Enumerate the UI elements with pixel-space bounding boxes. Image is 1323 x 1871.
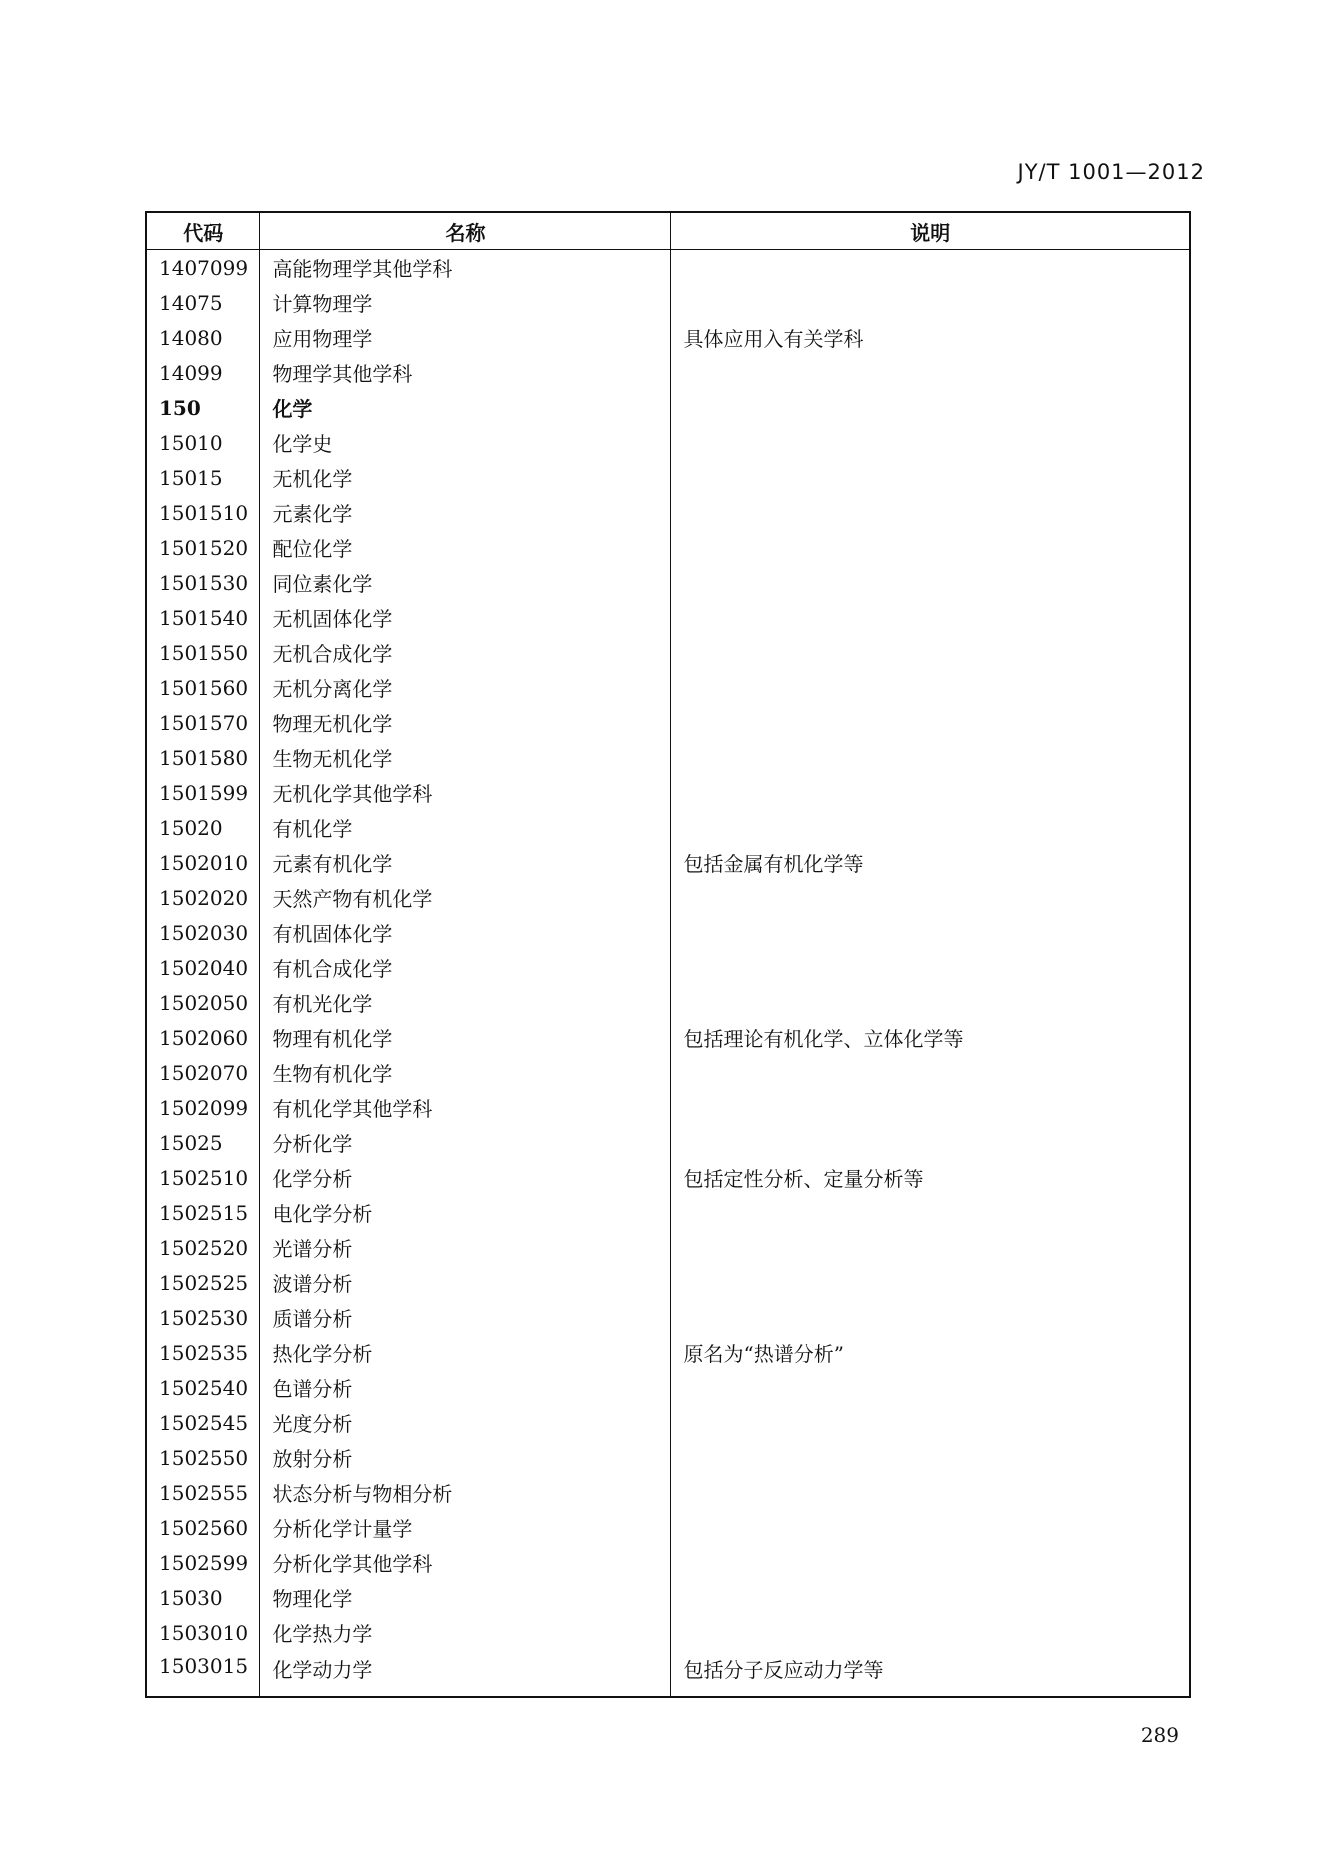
cell-name: 无机固体化学	[260, 600, 671, 635]
cell-name: 物理学其他学科	[260, 355, 671, 390]
cell-code: 1501540	[146, 600, 260, 635]
table-row	[146, 915, 1190, 950]
cell-name: 高能物理学其他学科	[260, 250, 671, 286]
table-row	[146, 1090, 1190, 1125]
table-row	[146, 425, 1190, 460]
cell-note	[671, 1615, 1190, 1650]
table-row	[146, 845, 1190, 880]
header-name: 名称	[260, 212, 671, 250]
cell-code: 1502060	[146, 1020, 260, 1055]
cell-code: 1502560	[146, 1510, 260, 1545]
table-row	[146, 1580, 1190, 1615]
cell-note: 包括定性分析、定量分析等	[671, 1160, 1190, 1195]
cell-name: 化学热力学	[260, 1615, 671, 1650]
cell-note	[671, 285, 1190, 320]
cell-code: 1501510	[146, 495, 260, 530]
table-row	[146, 1125, 1190, 1160]
table-row	[146, 1370, 1190, 1405]
cell-name: 物理化学	[260, 1580, 671, 1615]
cell-code: 1502510	[146, 1160, 260, 1195]
cell-code: 1501580	[146, 740, 260, 775]
cell-name: 配位化学	[260, 530, 671, 565]
table-row	[146, 1650, 1190, 1697]
cell-code: 15010	[146, 425, 260, 460]
cell-code: 1501550	[146, 635, 260, 670]
cell-note	[671, 880, 1190, 915]
table-row	[146, 1405, 1190, 1440]
table-row	[146, 775, 1190, 810]
table-row	[146, 355, 1190, 390]
cell-note	[671, 565, 1190, 600]
table-row	[146, 880, 1190, 915]
cell-name: 化学分析	[260, 1160, 671, 1195]
cell-code: 1501599	[146, 775, 260, 810]
cell-note	[671, 1230, 1190, 1265]
cell-code: 14099	[146, 355, 260, 390]
page-number: 289	[1140, 1723, 1179, 1747]
cell-name: 元素有机化学	[260, 845, 671, 880]
table-row	[146, 1265, 1190, 1300]
table-row	[146, 985, 1190, 1020]
cell-code: 1502530	[146, 1300, 260, 1335]
cell-note	[671, 355, 1190, 390]
table-row	[146, 495, 1190, 530]
cell-name: 有机固体化学	[260, 915, 671, 950]
cell-name: 计算物理学	[260, 285, 671, 320]
cell-note	[671, 250, 1190, 286]
cell-code: 1502070	[146, 1055, 260, 1090]
cell-code: 1502545	[146, 1405, 260, 1440]
cell-note	[671, 740, 1190, 775]
cell-note	[671, 705, 1190, 740]
cell-note	[671, 670, 1190, 705]
table-row	[146, 1440, 1190, 1475]
cell-name: 生物有机化学	[260, 1055, 671, 1090]
cell-code: 15025	[146, 1125, 260, 1160]
cell-name: 质谱分析	[260, 1300, 671, 1335]
cell-code: 1502540	[146, 1370, 260, 1405]
cell-name: 光度分析	[260, 1405, 671, 1440]
table-row	[146, 1615, 1190, 1650]
cell-name: 无机分离化学	[260, 670, 671, 705]
cell-note	[671, 495, 1190, 530]
cell-code: 1502525	[146, 1265, 260, 1300]
cell-code: 1502555	[146, 1475, 260, 1510]
cell-note	[671, 1440, 1190, 1475]
table-row	[146, 1335, 1190, 1370]
cell-name: 分析化学计量学	[260, 1510, 671, 1545]
cell-note	[671, 915, 1190, 950]
cell-name: 生物无机化学	[260, 740, 671, 775]
table-row	[146, 1475, 1190, 1510]
table-row	[146, 635, 1190, 670]
cell-note	[671, 390, 1190, 425]
table-header-row	[146, 212, 1190, 250]
cell-name: 有机合成化学	[260, 950, 671, 985]
cell-code: 15030	[146, 1580, 260, 1615]
cell-code: 1501520	[146, 530, 260, 565]
cell-note	[671, 1580, 1190, 1615]
table-row	[146, 705, 1190, 740]
cell-name: 无机合成化学	[260, 635, 671, 670]
cell-note	[671, 1475, 1190, 1510]
cell-name: 应用物理学	[260, 320, 671, 355]
cell-name: 化学	[260, 390, 671, 425]
cell-code: 1407099	[146, 250, 260, 286]
cell-note	[671, 1125, 1190, 1160]
cell-code: 1501530	[146, 565, 260, 600]
cell-name: 热化学分析	[260, 1335, 671, 1370]
cell-name: 化学动力学	[260, 1650, 671, 1697]
cell-code: 15020	[146, 810, 260, 845]
cell-code: 1502515	[146, 1195, 260, 1230]
cell-note	[671, 1510, 1190, 1545]
cell-code: 1501560	[146, 670, 260, 705]
cell-code: 15015	[146, 460, 260, 495]
cell-code: 1503015	[146, 1650, 260, 1697]
classification-table	[145, 211, 1191, 1698]
cell-note: 包括金属有机化学等	[671, 845, 1190, 880]
table-body	[146, 250, 1190, 1698]
table-row	[146, 600, 1190, 635]
cell-name: 物理有机化学	[260, 1020, 671, 1055]
header-code: 代码	[146, 212, 260, 250]
cell-code: 1502010	[146, 845, 260, 880]
table-row	[146, 285, 1190, 320]
cell-note	[671, 460, 1190, 495]
cell-code: 14080	[146, 320, 260, 355]
standard-code: JY/T 1001—2012	[1017, 160, 1205, 184]
cell-code: 1502050	[146, 985, 260, 1020]
cell-note	[671, 425, 1190, 460]
cell-note: 原名为“热谱分析”	[671, 1335, 1190, 1370]
table-row	[146, 1055, 1190, 1090]
cell-name: 无机化学	[260, 460, 671, 495]
cell-name: 有机化学其他学科	[260, 1090, 671, 1125]
cell-note	[671, 1405, 1190, 1440]
cell-note	[671, 950, 1190, 985]
cell-name: 分析化学其他学科	[260, 1545, 671, 1580]
cell-code: 1503010	[146, 1615, 260, 1650]
cell-name: 电化学分析	[260, 1195, 671, 1230]
table-row	[146, 1545, 1190, 1580]
cell-name: 同位素化学	[260, 565, 671, 600]
table-row	[146, 950, 1190, 985]
cell-code: 14075	[146, 285, 260, 320]
table-row	[146, 740, 1190, 775]
table-row	[146, 670, 1190, 705]
cell-name: 放射分析	[260, 1440, 671, 1475]
cell-note	[671, 1195, 1190, 1230]
cell-name: 元素化学	[260, 495, 671, 530]
cell-code: 1502040	[146, 950, 260, 985]
cell-name: 色谱分析	[260, 1370, 671, 1405]
cell-note	[671, 810, 1190, 845]
cell-name: 有机光化学	[260, 985, 671, 1020]
table-row	[146, 250, 1190, 286]
cell-code: 1502535	[146, 1335, 260, 1370]
table-row	[146, 320, 1190, 355]
cell-code: 1502020	[146, 880, 260, 915]
table-row	[146, 1195, 1190, 1230]
cell-note	[671, 985, 1190, 1020]
cell-note	[671, 530, 1190, 565]
cell-name: 波谱分析	[260, 1265, 671, 1300]
cell-name: 光谱分析	[260, 1230, 671, 1265]
cell-code: 1502599	[146, 1545, 260, 1580]
cell-note: 具体应用入有关学科	[671, 320, 1190, 355]
cell-note	[671, 1265, 1190, 1300]
cell-name: 分析化学	[260, 1125, 671, 1160]
table-row	[146, 1160, 1190, 1195]
cell-name: 天然产物有机化学	[260, 880, 671, 915]
table-row	[146, 1510, 1190, 1545]
cell-note	[671, 775, 1190, 810]
cell-name: 有机化学	[260, 810, 671, 845]
cell-code: 1501570	[146, 705, 260, 740]
cell-note	[671, 600, 1190, 635]
cell-name: 物理无机化学	[260, 705, 671, 740]
cell-note	[671, 1055, 1190, 1090]
cell-note: 包括分子反应动力学等	[671, 1650, 1190, 1697]
cell-name: 状态分析与物相分析	[260, 1475, 671, 1510]
header-note: 说明	[671, 212, 1190, 250]
table-row	[146, 1020, 1190, 1055]
cell-note	[671, 1545, 1190, 1580]
cell-name: 化学史	[260, 425, 671, 460]
table-row	[146, 810, 1190, 845]
cell-code: 1502550	[146, 1440, 260, 1475]
cell-name: 无机化学其他学科	[260, 775, 671, 810]
cell-note	[671, 1370, 1190, 1405]
cell-note	[671, 1300, 1190, 1335]
table-row	[146, 530, 1190, 565]
table-row	[146, 1300, 1190, 1335]
table-row	[146, 565, 1190, 600]
cell-note: 包括理论有机化学、立体化学等	[671, 1020, 1190, 1055]
cell-code: 1502030	[146, 915, 260, 950]
table-row	[146, 390, 1190, 425]
cell-code: 1502520	[146, 1230, 260, 1265]
cell-code: 1502099	[146, 1090, 260, 1125]
cell-code: 150	[146, 390, 260, 425]
table-row	[146, 460, 1190, 495]
cell-note	[671, 635, 1190, 670]
cell-note	[671, 1090, 1190, 1125]
table-row	[146, 1230, 1190, 1265]
